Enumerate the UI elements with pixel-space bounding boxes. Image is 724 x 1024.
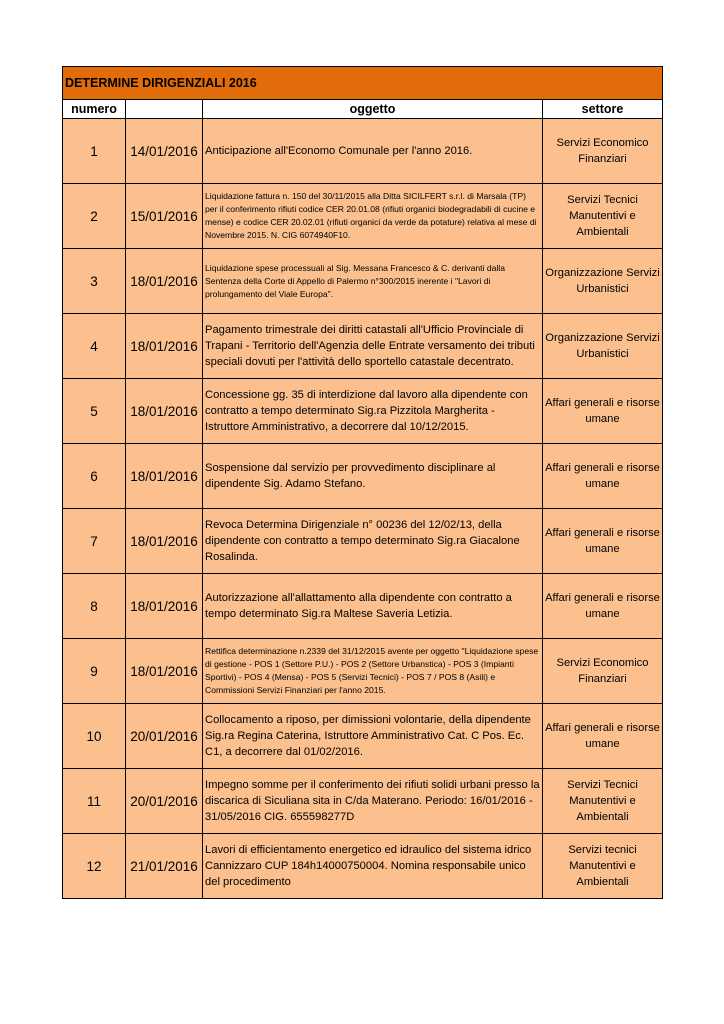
- table-row: [63, 119, 663, 184]
- row-settore: Affari generali e risorse umane: [543, 574, 663, 639]
- row-numero: 10: [63, 704, 126, 769]
- row-data: 18/01/2016: [126, 249, 203, 314]
- row-numero: 9: [63, 639, 126, 704]
- table-row: [63, 769, 663, 834]
- row-data: 18/01/2016: [126, 639, 203, 704]
- row-settore: Servizi tecnici Manutentivi e Ambientali: [543, 834, 663, 899]
- row-oggetto: Liquidazione fattura n. 150 del 30/11/2015 alla Ditta SICILFERT s.r.l. di Marsala (TP) per il conferimento rifiuti codice CER 20.01.08 (rifiuti organici biodegradabili di cucine e mense) e codice CER 20.02.01 (rifiuti organici da verde da potature) relativa al mese di Novembre 2015. N. CIG 6074940F10.: [203, 184, 543, 249]
- row-numero: 6: [63, 444, 126, 509]
- table-row: [63, 314, 663, 379]
- row-oggetto: Rettifica determinazione n.2339 del 31/12/2015 avente per oggetto "Liquidazione spese di gestione - POS 1 (Settore P.U.) - POS 2 (Settore Urbanstica) - POS 3 (Impianti Sportivi) - POS 4 (Mensa) - POS 5 (Servizi Tecnici) - POS 7 / POS 8 (Asili) e Commissioni Servizi Finanziari per l'anno 2015.: [203, 639, 543, 704]
- row-oggetto: Lavori di efficientamento energetico ed idraulico del sistema idrico Cannizzaro CUP 184h14000750004. Nomina responsabile unico del procedimento: [203, 834, 543, 899]
- table-row: [63, 704, 663, 769]
- table-row: [63, 444, 663, 509]
- row-numero: 1: [63, 119, 126, 184]
- row-data: 18/01/2016: [126, 574, 203, 639]
- row-data: 18/01/2016: [126, 444, 203, 509]
- table-body: [63, 119, 663, 899]
- header-row: [63, 100, 663, 119]
- row-settore: Servizi Tecnici Manutentivi e Ambientali: [543, 184, 663, 249]
- row-data: 15/01/2016: [126, 184, 203, 249]
- row-settore: Organizzazione Servizi Urbanistici: [543, 314, 663, 379]
- table-row: [63, 249, 663, 314]
- header-numero: numero: [63, 100, 126, 119]
- title-row: [63, 67, 663, 100]
- row-settore: Affari generali e risorse umane: [543, 704, 663, 769]
- row-oggetto: Collocamento a riposo, per dimissioni volontarie, della dipendente Sig.ra Regina Caterina, Istruttore Amministrativo Cat. C Pos. Ec. C1, a decorrere dal 01/02/2016.: [203, 704, 543, 769]
- row-settore: Servizi Tecnici Manutentivi e Ambientali: [543, 769, 663, 834]
- row-settore: Affari generali e risorse umane: [543, 509, 663, 574]
- row-data: 20/01/2016: [126, 704, 203, 769]
- row-numero: 3: [63, 249, 126, 314]
- row-data: 21/01/2016: [126, 834, 203, 899]
- row-data: 18/01/2016: [126, 509, 203, 574]
- header-settore: settore: [543, 100, 663, 119]
- table-row: [63, 574, 663, 639]
- row-numero: 8: [63, 574, 126, 639]
- row-numero: 2: [63, 184, 126, 249]
- row-data: 18/01/2016: [126, 314, 203, 379]
- row-numero: 11: [63, 769, 126, 834]
- row-data: 20/01/2016: [126, 769, 203, 834]
- header-oggetto: oggetto: [203, 100, 543, 119]
- row-settore: Affari generali e risorse umane: [543, 444, 663, 509]
- table-row: [63, 639, 663, 704]
- row-settore: Affari generali e risorse umane: [543, 379, 663, 444]
- row-oggetto: Pagamento trimestrale dei diritti catastali all'Ufficio Provinciale di Trapani - Territorio dell'Agenzia delle Entrate versamento dei tributi speciali dovuti per l'attività dello sportello catastale decentrato.: [203, 314, 543, 379]
- row-data: 14/01/2016: [126, 119, 203, 184]
- row-settore: Organizzazione Servizi Urbanistici: [543, 249, 663, 314]
- row-oggetto: Impegno somme per il conferimento dei rifiuti solidi urbani presso la discarica di Siculiana sita in C/da Materano. Periodo: 16/01/2016 - 31/05/2016 CIG. 655598277D: [203, 769, 543, 834]
- determine-table: [62, 66, 663, 899]
- row-oggetto: Revoca Determina Dirigenziale n° 00236 del 12/02/13, della dipendente con contratto a tempo determinato Sig.ra Giacalone Rosalinda.: [203, 509, 543, 574]
- table-title: DETERMINE DIRIGENZIALI 2016: [63, 67, 663, 100]
- table-row: [63, 184, 663, 249]
- row-oggetto: Sospensione dal servizio per provvedimento disciplinare al dipendente Sig. Adamo Stefano.: [203, 444, 543, 509]
- header-data: [126, 100, 203, 119]
- row-data: 18/01/2016: [126, 379, 203, 444]
- row-numero: 7: [63, 509, 126, 574]
- row-settore: Servizi Economico Finanziari: [543, 639, 663, 704]
- row-oggetto: Anticipazione all'Economo Comunale per l'anno 2016.: [203, 119, 543, 184]
- table-row: [63, 834, 663, 899]
- table-row: [63, 509, 663, 574]
- row-oggetto: Concessione gg. 35 di interdizione dal lavoro alla dipendente con contratto a tempo determinato Sig.ra Pizzitola Margherita - Istruttore Amministrativo, a decorrere dal 10/12/2015.: [203, 379, 543, 444]
- row-numero: 12: [63, 834, 126, 899]
- table-row: [63, 379, 663, 444]
- row-numero: 4: [63, 314, 126, 379]
- row-settore: Servizi Economico Finanziari: [543, 119, 663, 184]
- row-numero: 5: [63, 379, 126, 444]
- row-oggetto: Autorizzazione all'allattamento alla dipendente con contratto a tempo determinato Sig.ra Maltese Saveria Letizia.: [203, 574, 543, 639]
- row-oggetto: Liquidazione spese processuali al Sig. Messana Francesco & C. derivanti dalla Sentenza della Corte di Appello di Palermo n°300/2015 inerente i "Lavori di prolungamento del Viale Europa".: [203, 249, 543, 314]
